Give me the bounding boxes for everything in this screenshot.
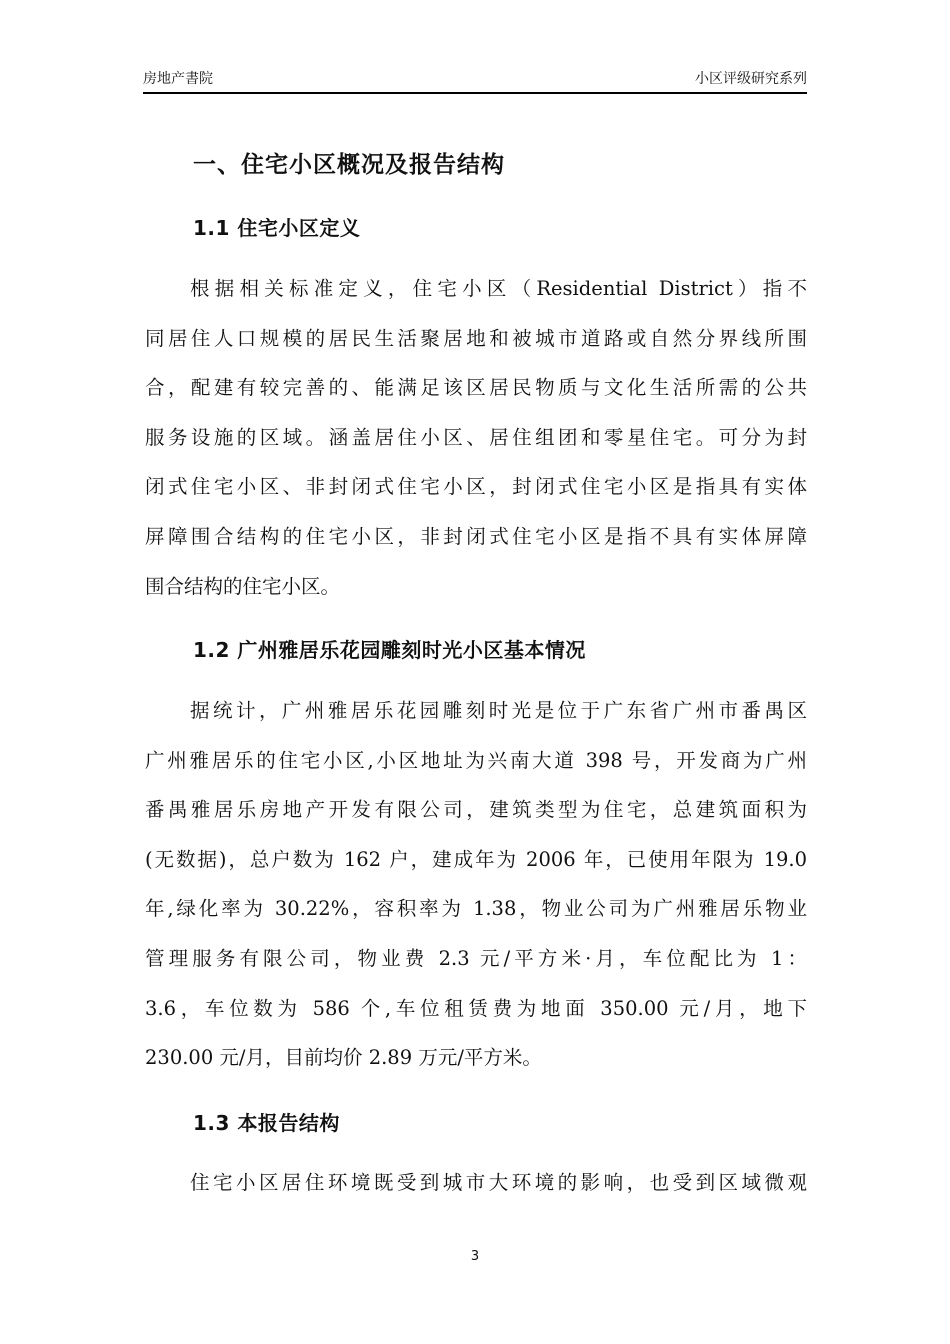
text-line: 闭式住宅小区、非封闭式住宅小区，封闭式住宅小区是指具有实体	[145, 475, 807, 499]
text-line: 230.00 元/月，目前均价 2.89 万元/平方米。	[145, 1046, 542, 1070]
chapter-title: 一、住宅小区概况及报告结构	[193, 152, 505, 178]
page-number: 3	[470, 1249, 480, 1264]
text-line: 广州雅居乐的住宅小区,小区地址为兴南大道 398 号，开发商为广州	[145, 748, 807, 772]
text-line: 年,绿化率为 30.22%，容积率为 1.38，物业公司为广州雅居乐物业	[145, 897, 807, 921]
text-line: 番禺雅居乐房地产开发有限公司，建筑类型为住宅，总建筑面积为	[145, 798, 807, 822]
section-heading-1-3: 1.3 本报告结构	[193, 1111, 340, 1135]
paragraph-report-structure	[145, 1158, 807, 1208]
text-line: 根据相关标准定义，住宅小区（Residential District）指不	[190, 277, 807, 300]
page-header	[143, 66, 807, 94]
text-line: 屏障围合结构的住宅小区，非封闭式住宅小区是指不具有实体屏障	[145, 524, 807, 548]
paragraph-definition	[145, 264, 807, 611]
section-heading-1-2: 1.2 广州雅居乐花园雕刻时光小区基本情况	[193, 638, 586, 662]
text-line: 管理服务有限公司，物业费 2.3 元/平方米·月，车位配比为 1：	[145, 946, 807, 970]
text-line: (无数据)，总户数为 162 户，建成年为 2006 年，已使用年限为 19.0	[145, 847, 807, 871]
text-line: 围合结构的住宅小区。	[145, 574, 341, 598]
text-line: 据统计，广州雅居乐花园雕刻时光是位于广东省广州市番禺区	[190, 699, 807, 722]
text-line: 住宅小区居住环境既受到城市大环境的影响，也受到区域微观	[190, 1171, 807, 1194]
text-line: 同居住人口规模的居民生活聚居地和被城市道路或自然分界线所围	[145, 326, 807, 350]
header-publisher: 房地产書院	[143, 71, 213, 87]
paragraph-basic-info	[145, 686, 807, 1083]
text-line: 3.6，车位数为 586 个,车位租赁费为地面 350.00 元/月，地下	[145, 996, 807, 1020]
text-line: 合，配建有较完善的、能满足该区居民物质与文化生活所需的公共	[145, 376, 807, 400]
text-line: 服务设施的区域。涵盖居住小区、居住组团和零星住宅。可分为封	[145, 425, 807, 449]
header-series: 小区评级研究系列	[695, 71, 807, 87]
section-heading-1-1: 1.1 住宅小区定义	[193, 216, 361, 240]
